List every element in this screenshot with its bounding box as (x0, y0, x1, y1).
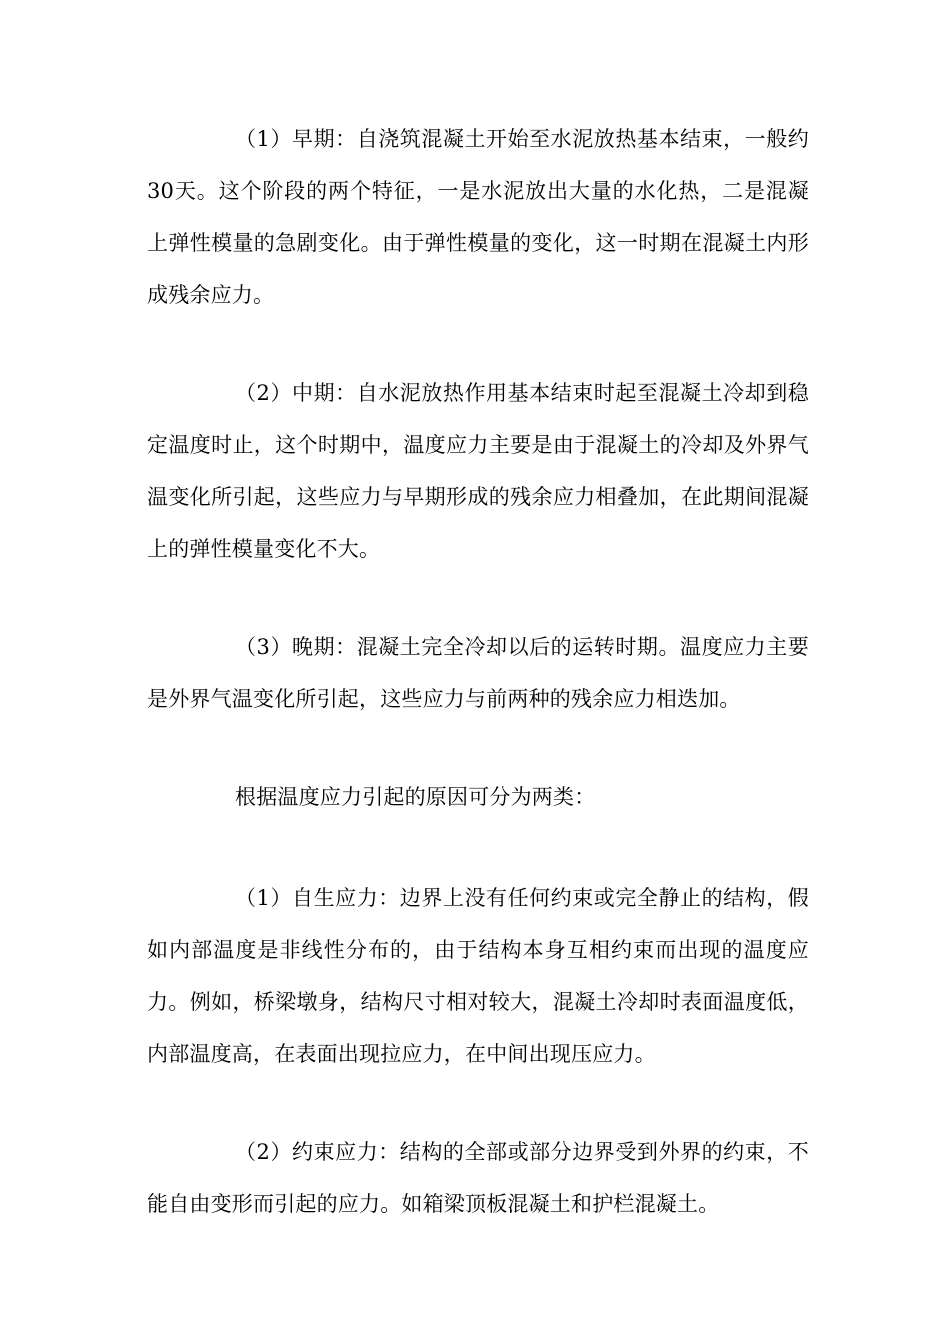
paragraph-classification-intro: 根据温度应力引起的原因可分为两类： (235, 785, 596, 809)
paragraph-self-stress: （1）自生应力：边界上没有任何约束或完全静止的结构，假如内部温度是非线性分布的，由于结构本身互相约束而出现的温度应力。例如，桥梁墩身，结构尺寸相对较大，混凝土冷却时表面温度低，内部温度高，在表面出现拉应力，在中间出现压应力。 (147, 886, 809, 1066)
paragraph-middle-stage: （2）中期：自水泥放热作用基本结束时起至混凝土冷却到稳定温度时止，这个时期中，温度应力主要是由于混凝土的冷却及外界气温变化所引起，这些应力与早期形成的残余应力相叠加，在此期间混凝上的弹性模量变化不大。 (147, 381, 809, 561)
paragraph-late-stage: （3）晚期：混凝土完全冷却以后的运转时期。温度应力主要是外界气温变化所引起，这些应力与前两种的残余应力相迭加。 (147, 635, 809, 711)
paragraph-constraint-stress: （2）约束应力：结构的全部或部分边界受到外界的约束，不能自由变形而引起的应力。如箱梁顶板混凝土和护栏混凝土。 (147, 1140, 809, 1216)
paragraph-early-stage: （1）早期：自浇筑混凝土开始至水泥放热基本结束，一般约30天。这个阶段的两个特征，一是水泥放出大量的水化热，二是混凝上弹性模量的急剧变化。由于弹性模量的变化，这一时期在混凝土内形成残余应力。 (147, 127, 809, 307)
